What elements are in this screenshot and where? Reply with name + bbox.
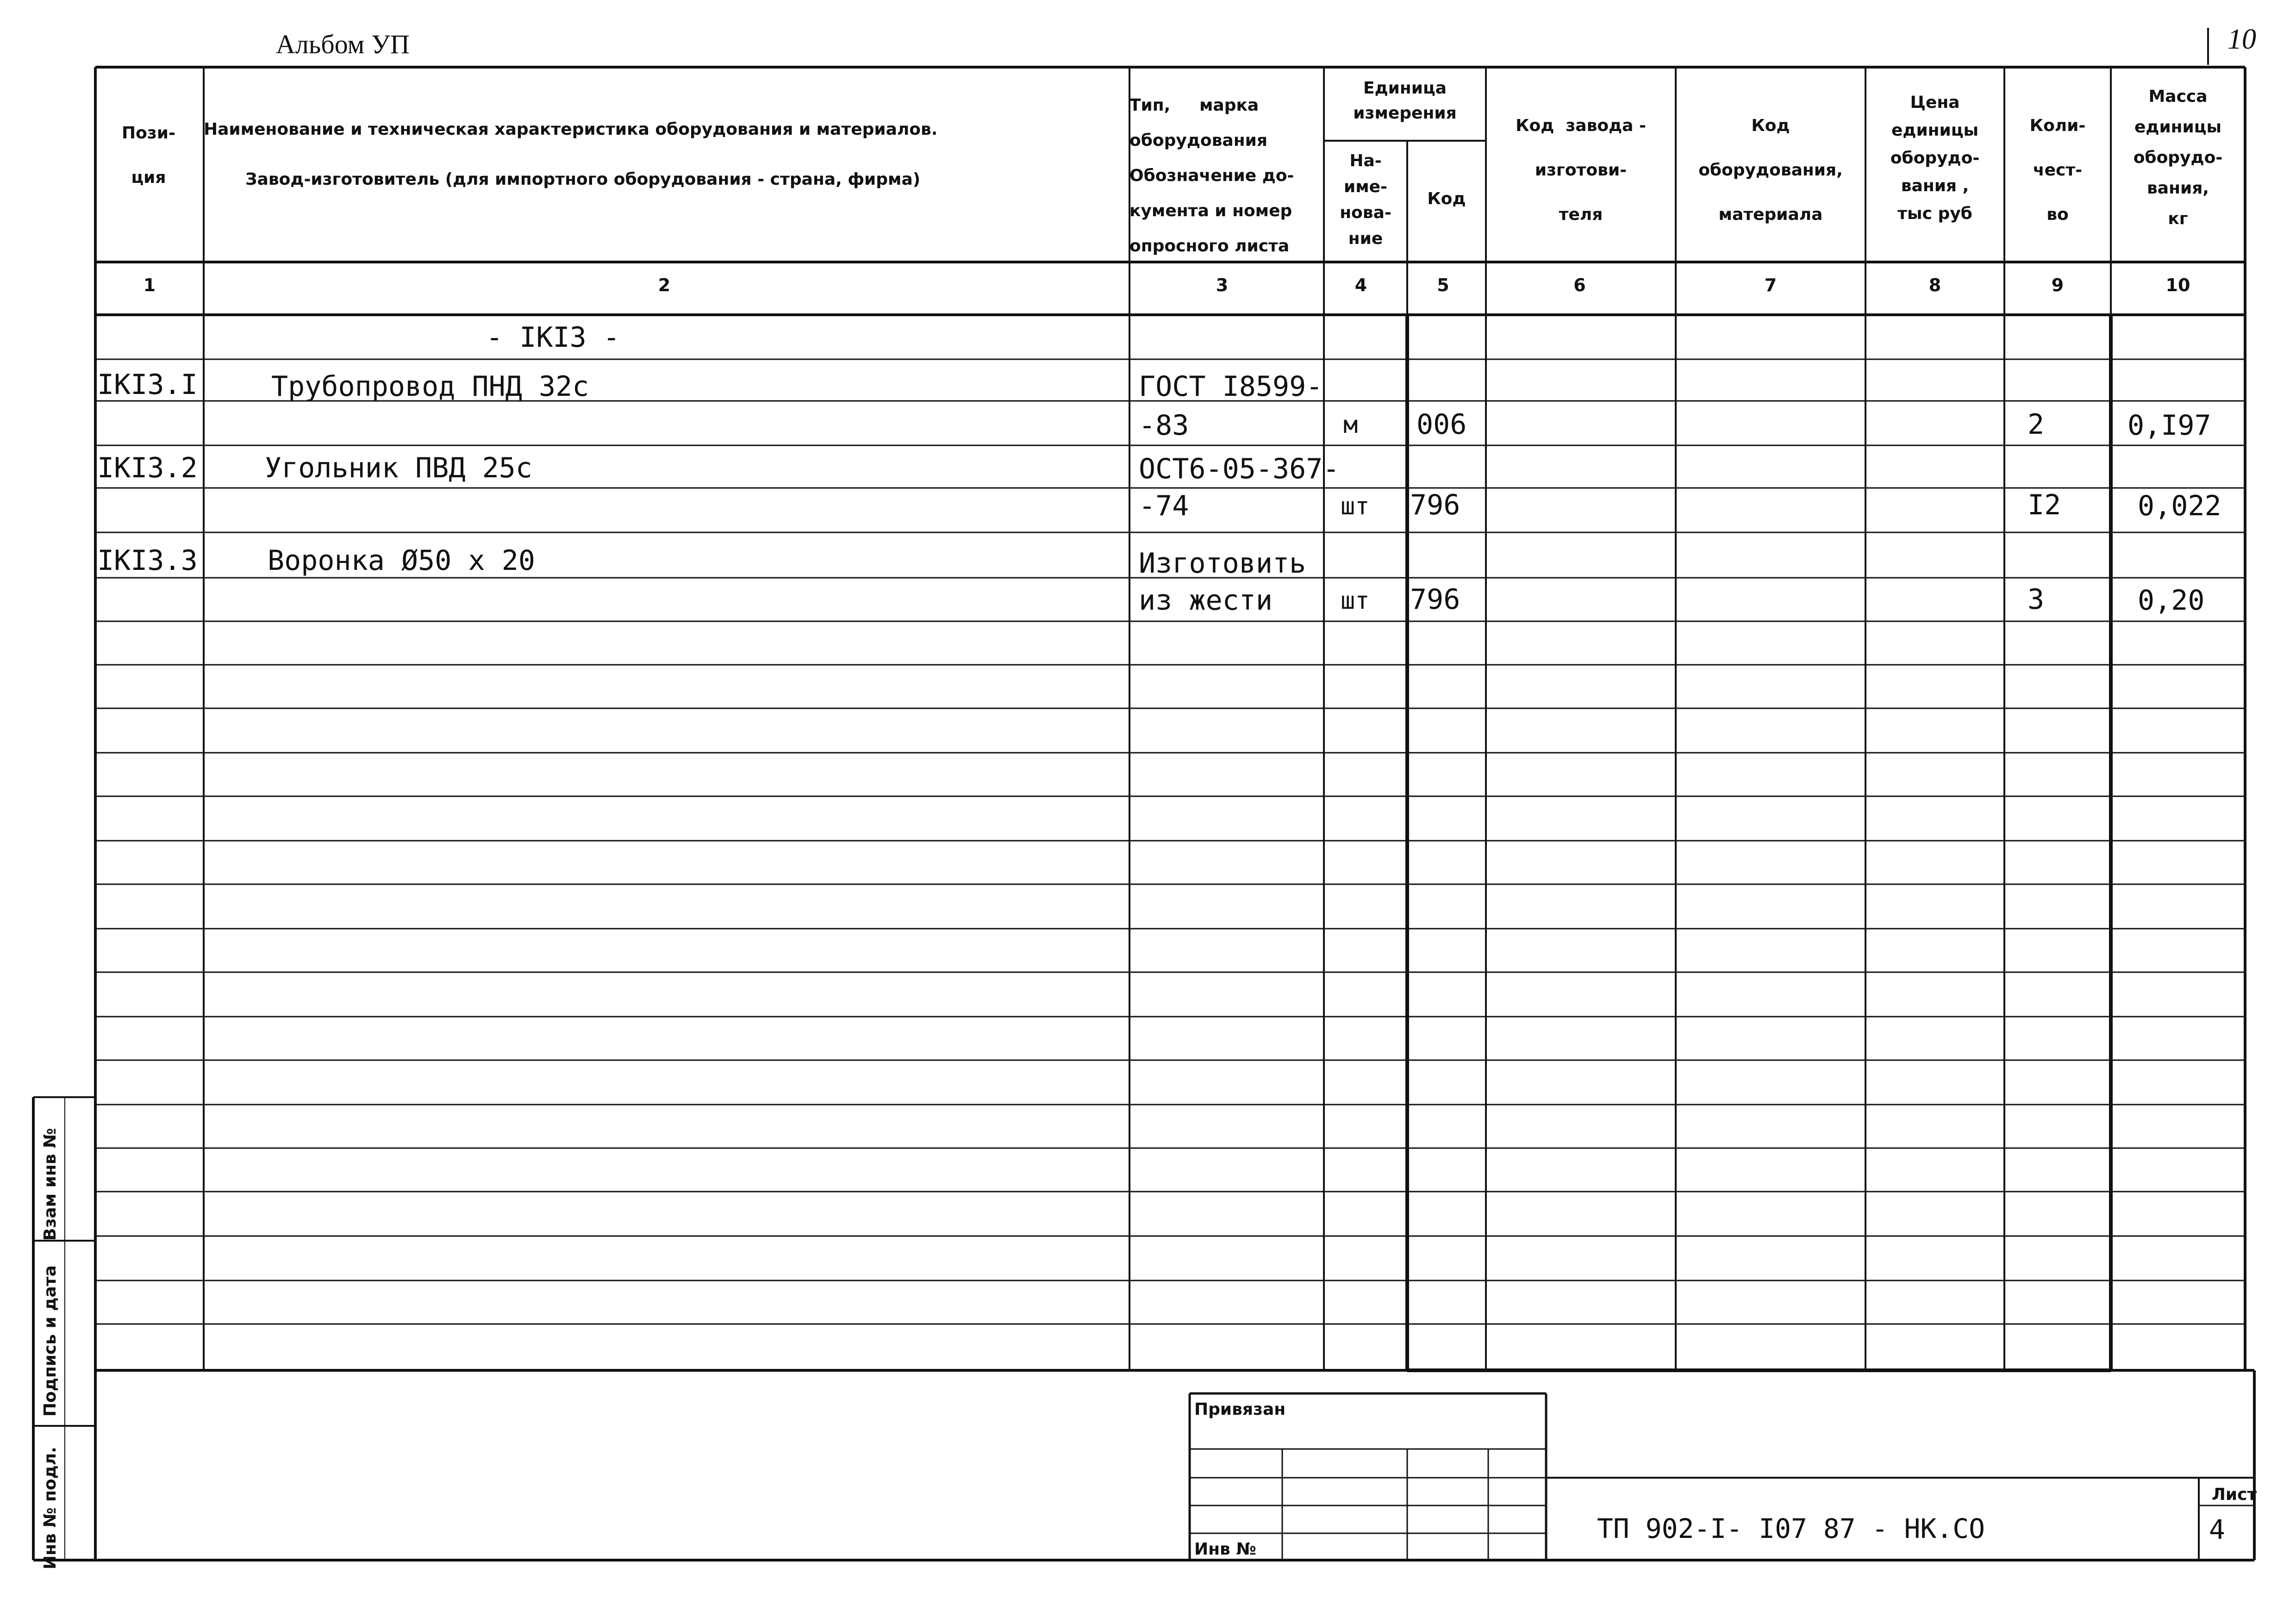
column-number-4: 4 (1354, 275, 1367, 295)
item-1-unit: м (1343, 411, 1358, 439)
item-2-doc-line1: ОСТ6-05-367- (1139, 453, 1340, 485)
item-1-unit-code: 006 (1416, 408, 1467, 441)
item-2-mass: 0,022 (2138, 490, 2221, 522)
item-1-quantity: 2 (2028, 408, 2045, 441)
item-3-quantity: 3 (2028, 583, 2045, 616)
stamp-bound-label: Привязан (1194, 1400, 1286, 1419)
header-unit-code: Код (1427, 189, 1466, 208)
column-number-3: 3 (1216, 275, 1229, 295)
document-code: ТП 902-I- I07 87 - НК.СО (1597, 1513, 1985, 1544)
column-number-5: 5 (1437, 275, 1449, 295)
header-equipment-code: Код оборудования, материала (1698, 116, 1843, 224)
column-number-1: 1 (143, 275, 156, 295)
header-unit-name: На- име- нова- ние (1340, 151, 1391, 248)
sheet-label: Лист (2212, 1485, 2257, 1504)
item-1-doc-line2: -83 (1139, 409, 1189, 442)
header-name-line2: Завод-изготовитель (для импортного оборудования - страна, фирма) (245, 170, 921, 189)
item-3-unit: шт (1341, 587, 1370, 615)
header-factory-code: Код завода - изготови- теля (1516, 116, 1646, 224)
side-label-original-inventory: Инв № подл. (41, 1447, 60, 1569)
column-number-6: 6 (1573, 275, 1586, 295)
stamp-inventory-label: Инв № (1194, 1540, 1256, 1559)
item-1-position: IKI3.I (97, 369, 198, 401)
item-2-unit-code: 796 (1410, 489, 1460, 521)
item-2-name: Угольник ПВД 25с (265, 452, 532, 484)
item-1-mass: 0,I97 (2128, 409, 2211, 442)
section-title: - IKI3 - (486, 321, 620, 354)
header-type-doc: Тип, марка оборудования Обозначение до- кумента и номер опросного листа (1129, 96, 1294, 256)
header-unit-mass: Масса единицы оборудо- вания, кг (2133, 87, 2223, 228)
header-unit-group: Единица измерения (1353, 79, 1457, 123)
item-3-doc-line1: Изготовить (1139, 547, 1306, 580)
item-1-name: Трубопровод ПНД 32с (271, 370, 589, 403)
side-label-replacement-inventory: Взам инв № (41, 1128, 60, 1241)
column-number-8: 8 (1928, 275, 1941, 295)
album-title: Альбом УП (276, 29, 410, 59)
header-position: Пози- ция (122, 124, 175, 187)
item-3-mass: 0,20 (2138, 584, 2205, 617)
item-3-doc-line2: из жести (1139, 584, 1273, 617)
header-name-line1: Наименование и техническая характеристика оборудования и материалов. (204, 120, 938, 139)
item-3-position: IKI3.3 (97, 544, 198, 577)
item-2-quantity: I2 (2028, 489, 2061, 521)
item-3-name: Воронка Ø50 х 20 (268, 544, 535, 577)
item-1-doc-line1: ГОСТ I8599- (1139, 370, 1323, 403)
column-number-2: 2 (658, 275, 671, 295)
column-number-10: 10 (2165, 275, 2190, 295)
header-unit-price: Цена единицы оборудо- вания , тыс руб (1890, 93, 1980, 223)
page-number: 10 (2227, 24, 2256, 55)
item-3-unit-code: 796 (1410, 583, 1460, 616)
header-quantity: Коли- чест- во (2029, 116, 2086, 224)
item-2-doc-line2: -74 (1139, 490, 1189, 522)
side-label-signature-date: Подпись и дата (41, 1265, 60, 1417)
item-2-position: IKI3.2 (97, 452, 198, 484)
column-number-7: 7 (1764, 275, 1777, 295)
sheet-number: 4 (2209, 1514, 2225, 1545)
item-2-unit: шт (1341, 493, 1370, 520)
column-number-9: 9 (2051, 275, 2064, 295)
